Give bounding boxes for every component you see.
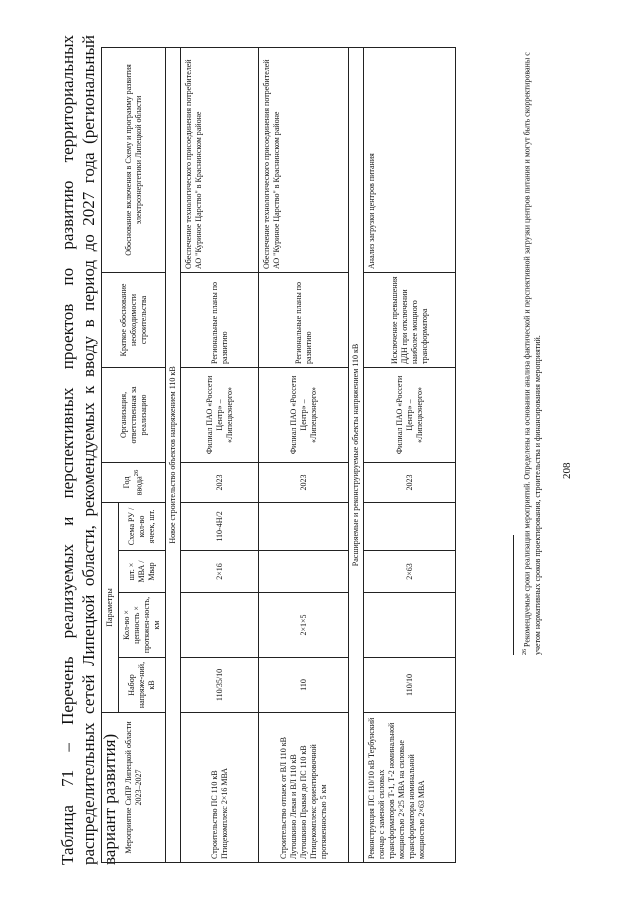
- cell-reason: Региональные планы по развитию: [259, 272, 349, 367]
- footnote-separator: [513, 535, 514, 655]
- cell-voltage: 110/10: [364, 658, 456, 713]
- cell-voltage: 110: [259, 658, 349, 713]
- header-event: Мероприятие СиПР Липецкой области 2023–2027: [102, 713, 166, 863]
- projects-table: [101, 47, 456, 863]
- cell-basis: Анализ загрузки центров питания: [364, 47, 456, 272]
- cell-org: Филиал ПАО «Россети Центр» – «Липецкэнерго»: [181, 367, 259, 462]
- cell-event: Реконструкция ПС 110/10 кВ Тербунский гончар с заменой силовых трансформаторов Т-1, Т-2 номинальной мощностью 2×25 МВА на силовые трансформаторы номинальной мощностью 2×63 МВА: [364, 713, 456, 863]
- header-parameters: Параметры: [102, 502, 119, 712]
- table-title: Таблица 71 – Перечень реализуемых и перспективных проектов по развитию территориальных распределительных сетей Липецкой области, рекомендуемых к вводу в период до 2027 года (региональный вариант развития): [58, 35, 119, 865]
- footnote: [520, 45, 543, 655]
- cell-year: 2023: [181, 462, 259, 502]
- cell-scheme: 110-4Н/2: [181, 502, 259, 550]
- header-count-length: Кол-во × цепность × протяжен-ность, км: [119, 593, 166, 658]
- cell-mva: 2×16: [181, 551, 259, 593]
- header-voltage: Набор напряже-ний, кВ: [119, 658, 166, 713]
- cell-year: 2023: [364, 462, 456, 502]
- section-expanded-objects: Расширяемые и реконструируемые объекты напряжением 110 кВ: [349, 47, 364, 862]
- table-row: [181, 47, 259, 862]
- page-number: 208: [561, 462, 573, 479]
- header-scheme: Схема РУ / кол-во ячеек, шт.: [119, 502, 166, 550]
- cell-scheme: [259, 502, 349, 550]
- header-justification: Краткое обоснование необходимости строительства: [102, 272, 166, 367]
- header-units-mva: шт. × МВА / Мвар: [119, 551, 166, 593]
- cell-basis: Обеспечение технологического присоединения потребителей АО "Куриное Царство" в Краснинском районе: [259, 47, 349, 272]
- cell-reason: Исключение превышения ДДН при отключении наиболее мощного трансформатора: [364, 272, 456, 367]
- footnote-mark: 26: [522, 649, 528, 655]
- table-row: [259, 47, 349, 862]
- header-year: Год ввода$^{26}$: [102, 462, 166, 502]
- cell-count: [181, 593, 259, 658]
- cell-voltage: 110/35/10: [181, 658, 259, 713]
- cell-org: Филиал ПАО «Россети Центр» – «Липецкэнерго»: [364, 367, 456, 462]
- table-row: [364, 47, 456, 862]
- cell-mva: [259, 551, 349, 593]
- cell-basis: Обеспечение технологического присоединения потребителей АО "Куриное Царство" в Краснинском районе: [181, 47, 259, 272]
- cell-event: Строительство ПС 110 кВ Птицекомплекс 2×16 МВА: [181, 713, 259, 863]
- header-organization: Организация, ответственная за реализацию: [102, 367, 166, 462]
- footnote-text: Рекомендуемые сроки реализации мероприятий. Определены на основании анализа фактической и перспективной загрузки центров питания и могут быть скорректированы с учетом нормативных сроков проектирования, строительства и финансирования мероприятий.: [522, 52, 542, 655]
- section-new-construction: Новое строительство объектов напряжением 110 кВ: [166, 47, 181, 862]
- cell-reason: Региональные планы по развитию: [181, 272, 259, 367]
- header-inclusion: Обоснование включения в Схему и программу развития электроэнергетики Липецкой области: [102, 47, 166, 272]
- cell-count: 2×1×5: [259, 593, 349, 658]
- cell-mva: 2×63: [364, 551, 456, 593]
- cell-year: 2023: [259, 462, 349, 502]
- cell-event: Строительство отпаек от ВЛ 110 кВ Лутошкино Левая и ВЛ 110 кВ Лутошкино Правая до ПС 110 кВ Птицекомплекс ориентировочной протяженностью 5 км: [259, 713, 349, 863]
- cell-count: [364, 593, 456, 658]
- cell-org: Филиал ПАО «Россети Центр» – «Липецкэнерго»: [259, 367, 349, 462]
- cell-scheme: [364, 502, 456, 550]
